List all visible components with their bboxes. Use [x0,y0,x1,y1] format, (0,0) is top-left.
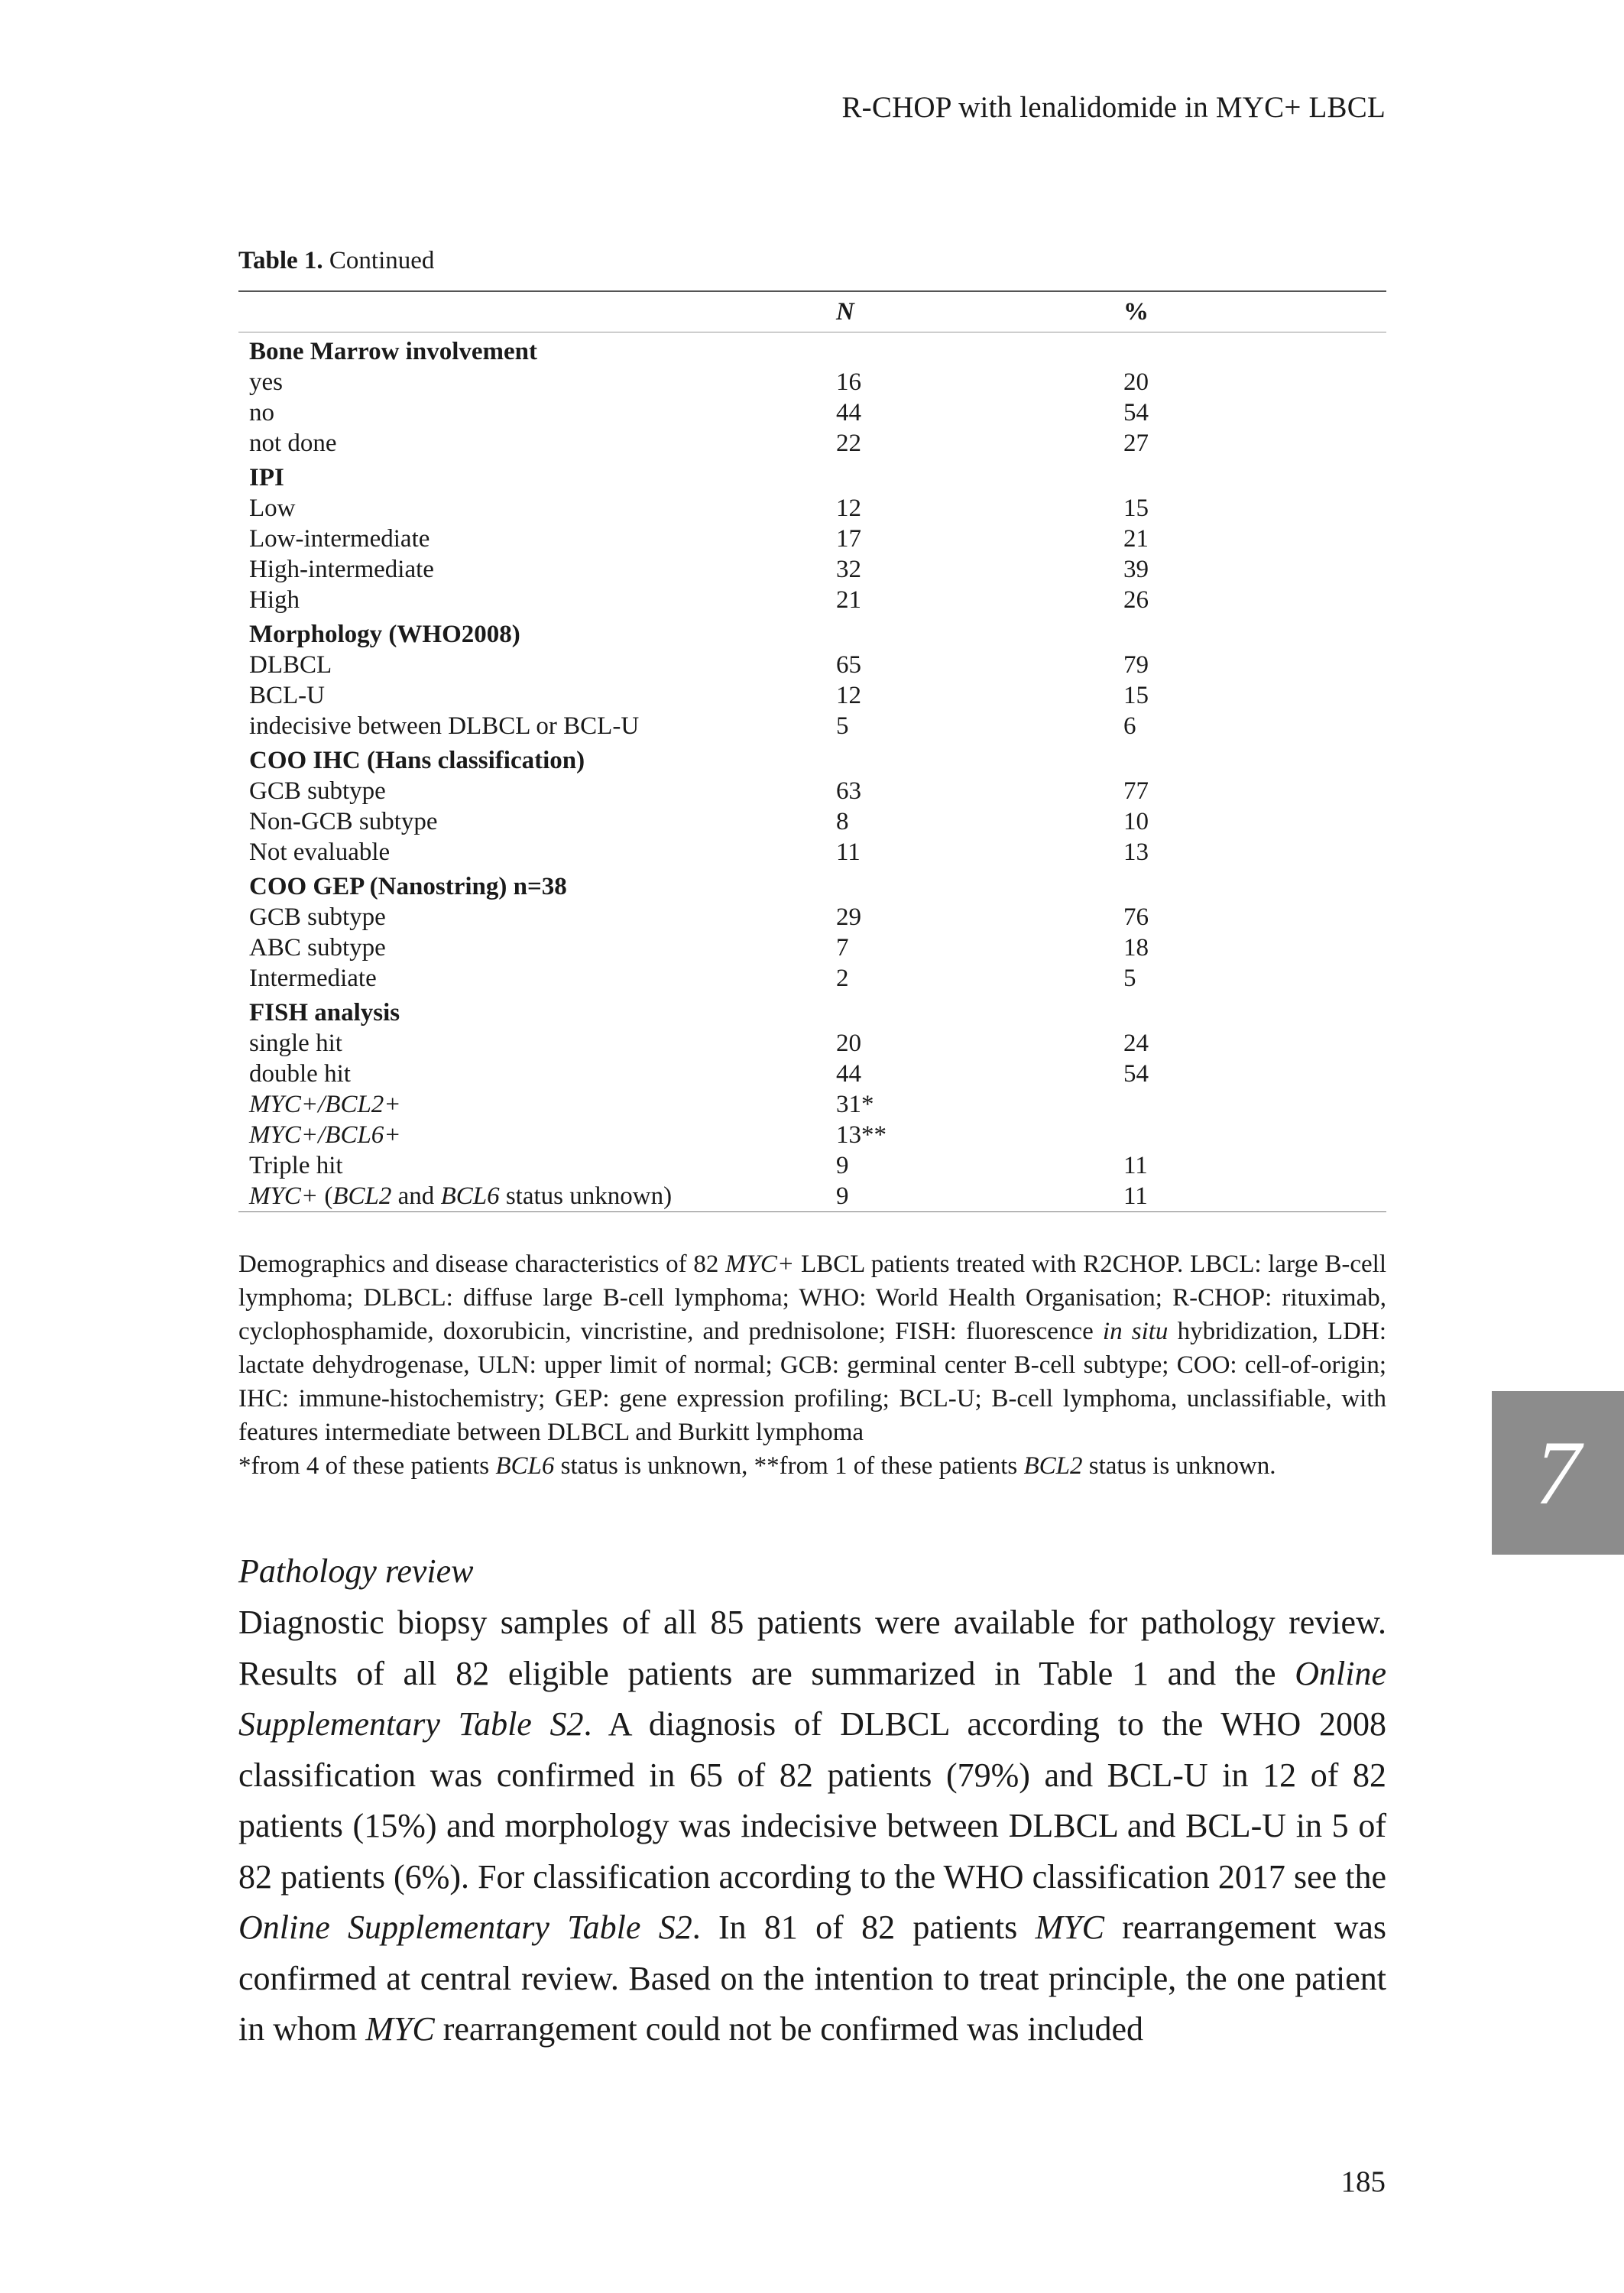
row-label: MYC+/BCL2+ [249,1091,401,1118]
row-percent: 26 [1123,586,1149,614]
group-label: COO IHC (Hans classification) [249,747,585,774]
row-n: 2 [836,965,849,992]
row-n: 11 [836,838,861,866]
row-percent: 76 [1123,903,1149,931]
row-n: 17 [836,525,861,553]
body-italic: Online Supplementary Table S2 [238,1654,1386,1743]
row-n: 32 [836,556,861,583]
row-label-part: ( [318,1182,333,1210]
table-caption-label: Table 1. [238,247,323,274]
row-percent: 11 [1123,1152,1148,1179]
body-text: . In 81 of 82 patients [692,1909,1036,1946]
row-label-part: BCL6 [440,1182,500,1210]
row-label: yes [249,368,283,396]
footnote-text: LBCL patients treated with R2CHOP. LBCL: large B-cell lymphoma; DLBCL: diffuse large B-cell lymphoma; WHO: World Health Organisation; R-CHOP: rituximab, cyclophosphamide, doxorubicin, vincristine, and prednisolone; FISH: fluorescence [238,1250,1386,1345]
table-footnote [238,1247,1386,1483]
table-row [238,1059,1386,1089]
row-label: indecisive between DLBCL or BCL-U [249,712,640,740]
body-paragraph [238,1597,1386,2055]
table-body [238,332,1386,1212]
row-n: 8 [836,808,849,835]
row-n: 65 [836,651,861,679]
table-container [238,290,1386,1212]
row-n: 44 [836,399,861,426]
row-percent: 10 [1123,808,1149,835]
body-italic: MYC [365,2010,435,2048]
row-percent [1123,1089,1386,1120]
row-n: 44 [836,1060,861,1088]
table-row [238,711,1386,741]
row-label: Not evaluable [249,838,391,866]
group-label: FISH analysis [249,999,400,1026]
row-percent: 5 [1123,965,1136,992]
footnote-text: Demographics and disease characteristics of 82 [238,1250,726,1278]
table-group-row [238,615,1386,650]
row-n: 29 [836,903,861,931]
section-heading: Pathology review [238,1552,474,1590]
row-n: 21 [836,586,861,614]
row-label: High [249,586,300,614]
body-text: rearrangement was confirmed at central review. Based on the intention to treat principle, the one patient in whom [238,1909,1387,2048]
footnote-italic: in situ [1102,1318,1169,1345]
table-row [238,680,1386,711]
table-caption-text: Continued [323,247,435,274]
row-n: 31* [836,1091,874,1118]
row-label-part: and [391,1182,441,1210]
body-text: Diagnostic biopsy samples of all 85 patients were available for pathology review. Results of all 82 eligible patients are summarized in Table 1 and the [238,1604,1386,1692]
row-percent: 54 [1123,1060,1149,1088]
table-row [238,776,1386,806]
table-row [238,1028,1386,1059]
row-percent: 13 [1123,838,1149,866]
row-label-part: BCL2 [332,1182,392,1210]
footnote-text: *from 4 of these patients [238,1452,496,1480]
row-percent: 54 [1123,399,1149,426]
table-row [238,1150,1386,1181]
row-label: Low [249,495,296,522]
body-italic: MYC [1035,1909,1104,1946]
row-percent: 15 [1123,495,1149,522]
row-n: 22 [836,430,861,457]
table-row [238,963,1386,994]
chapter-tab: 7 [1492,1391,1624,1555]
table-row [238,554,1386,585]
row-label: no [249,399,274,426]
table-row [238,650,1386,680]
row-n: 12 [836,495,861,522]
row-percent [1123,1120,1386,1150]
row-label: GCB subtype [249,777,386,805]
table-row [238,1181,1386,1212]
row-label-part: MYC+ [249,1182,319,1210]
row-n: 16 [836,368,861,396]
row-percent: 77 [1123,777,1149,805]
table-row [238,806,1386,837]
row-percent: 15 [1123,682,1149,709]
row-label: ABC subtype [249,934,386,962]
table-caption [238,247,434,275]
body-italic: Online Supplementary Table S2 [238,1909,692,1946]
row-label: High-intermediate [249,556,434,583]
footnote-asterisks [238,1449,1386,1483]
row-percent: 79 [1123,651,1149,679]
table-group-row [238,994,1386,1028]
table-group-row [238,459,1386,493]
footnote-abbreviations [238,1247,1386,1449]
row-percent: 21 [1123,525,1149,553]
table-row [238,902,1386,932]
body-text: . A diagnosis of DLBCL according to the WHO 2008 classification was confirmed in 65 of 82 patients (79%) and BCL-U in 12 of 82 patients (15%) and morphology was indecisive between DLBCL and BCL-U in 5 of 82 patients (6%). For classification according to the WHO classification 2017 see the [238,1705,1386,1896]
group-label: COO GEP (Nanostring) n=38 [249,873,567,900]
table-group-row [238,868,1386,902]
table-row [238,397,1386,428]
row-percent: 24 [1123,1030,1149,1057]
table-row [238,493,1386,524]
group-label: Morphology (WHO2008) [249,621,520,648]
table-group-row [238,741,1386,776]
row-label: not done [249,430,337,457]
row-label: BCL-U [249,682,325,709]
row-percent: 39 [1123,556,1149,583]
row-label: GCB subtype [249,903,386,931]
row-percent: 11 [1123,1181,1386,1212]
footnote-italic: MYC+ [725,1250,795,1278]
row-n: 12 [836,682,861,709]
page-number: 185 [1340,2165,1386,2198]
row-percent: 27 [1123,430,1149,457]
row-n: 5 [836,712,849,740]
column-header-percent: % [1123,291,1386,332]
row-label: MYC+/BCL6+ [249,1121,401,1149]
row-label: double hit [249,1060,351,1088]
table-row [238,428,1386,459]
footnote-italic: BCL2 [1023,1452,1083,1480]
row-percent: 6 [1123,712,1136,740]
table-header-row [238,291,1386,332]
row-label [238,1181,836,1212]
row-label: single hit [249,1030,342,1057]
table-row [238,1089,1386,1120]
row-label-part: status unknown) [499,1182,673,1210]
group-label: IPI [249,464,284,491]
table-row [238,367,1386,397]
table-group-row [238,332,1386,368]
footnote-text: status is unknown. [1082,1452,1276,1480]
body-text: rearrangement could not be confirmed was included [434,2010,1144,2048]
row-n: 13** [836,1121,887,1149]
column-header-label [238,291,836,332]
row-label: Intermediate [249,965,377,992]
running-header: R-CHOP with lenalidomide in MYC+ LBCL [841,91,1386,124]
row-label: Non-GCB subtype [249,808,438,835]
row-n: 20 [836,1030,861,1057]
row-n: 9 [836,1152,849,1179]
table-row [238,524,1386,554]
column-header-n: N [836,291,1123,332]
footnote-text: hybridization, LDH: lactate dehydrogenase, ULN: upper limit of normal; GCB: germinal center B-cell subtype; COO: cell-of-origin; IHC: immune-histochemistry; GEP: gene expression profiling; BCL-U; B-cell lymphoma, unclassifiable, with features intermediate between DLBCL and Burkitt lymphoma [238,1318,1386,1446]
table-row [238,837,1386,868]
group-label: Bone Marrow involvement [249,338,538,365]
row-label: DLBCL [249,651,332,679]
row-n: 63 [836,777,861,805]
row-label: Low-intermediate [249,525,430,553]
footnote-text: status is unknown, **from 1 of these patients [554,1452,1024,1480]
table-row [238,1120,1386,1150]
characteristics-table [238,290,1386,1212]
row-percent: 20 [1123,368,1149,396]
table-row [238,932,1386,963]
footnote-italic: BCL6 [495,1452,555,1480]
row-percent: 18 [1123,934,1149,962]
row-n: 7 [836,934,849,962]
row-label: Triple hit [249,1152,343,1179]
row-n: 9 [836,1181,1123,1212]
table-row [238,585,1386,615]
